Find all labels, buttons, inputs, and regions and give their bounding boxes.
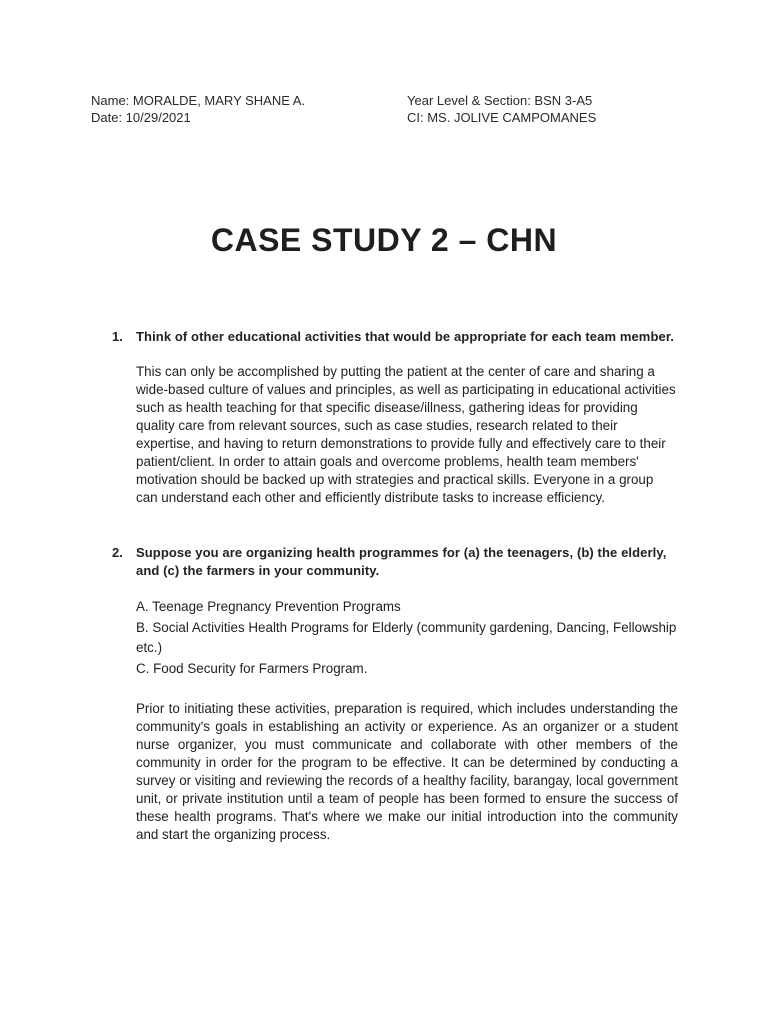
document-header	[91, 92, 691, 126]
program-item: B. Social Activities Health Programs for Elderly (community gardening, Dancing, Fellowship etc.)	[136, 619, 677, 655]
question-prompt: Suppose you are organizing health programmes for (a) the teenagers, (b) the elderly, and (c) the farmers in your community.	[136, 545, 667, 578]
header-row-2	[91, 109, 691, 126]
question-1	[112, 328, 678, 507]
clinical-instructor: CI: MS. JOLIVE CAMPOMANES	[407, 110, 597, 125]
question-number: 1.	[112, 329, 123, 344]
question-answer: This can only be accomplished by putting the patient at the center of care and sharing a wide-based culture of values and principles, as well as participating in educational activities such as health teaching for that specific disease/illness, gathering ideas for providing quality care from relevant sources, such as case studies, research related to their expertise, and having to return demonstrations to provide fully and effectively care to their patient/client. In order to attain goals and overcome problems, health team members' motivation should be backed up with strategies and practical skills. Everyone in a group can understand each other and efficiently distribute tasks to increase efficiency.	[136, 364, 676, 505]
question-number: 2.	[112, 545, 123, 560]
question-prompt: Think of other educational activities that would be appropriate for each team member.	[136, 329, 674, 344]
header-row-1	[91, 92, 691, 109]
program-list	[136, 597, 678, 679]
question-answer: Prior to initiating these activities, preparation is required, which includes understanding the community's goals in establishing an activity or experience. As an organizer or a student nurse organizer, you must communicate and collaborate with other members of the community in order for the program to be effective. It can be determined by conducting a survey or visiting and reviewing the records of a healthy facility, barangay, local government unit, or private institution until a team of people has been formed to ensure the success of these health programs. That's where we make our initial introduction into the community and start the organizing process.	[136, 701, 678, 842]
student-name: Name: MORALDE, MARY SHANE A.	[91, 93, 306, 108]
year-level-section: Year Level & Section: BSN 3-A5	[407, 93, 593, 108]
question-2	[112, 544, 678, 844]
date: Date: 10/29/2021	[91, 110, 191, 125]
program-item: A. Teenage Pregnancy Prevention Programs	[136, 599, 401, 614]
question-list	[112, 328, 678, 844]
program-item: C. Food Security for Farmers Program.	[136, 660, 368, 676]
document-title: CASE STUDY 2 – CHN	[210, 222, 558, 258]
